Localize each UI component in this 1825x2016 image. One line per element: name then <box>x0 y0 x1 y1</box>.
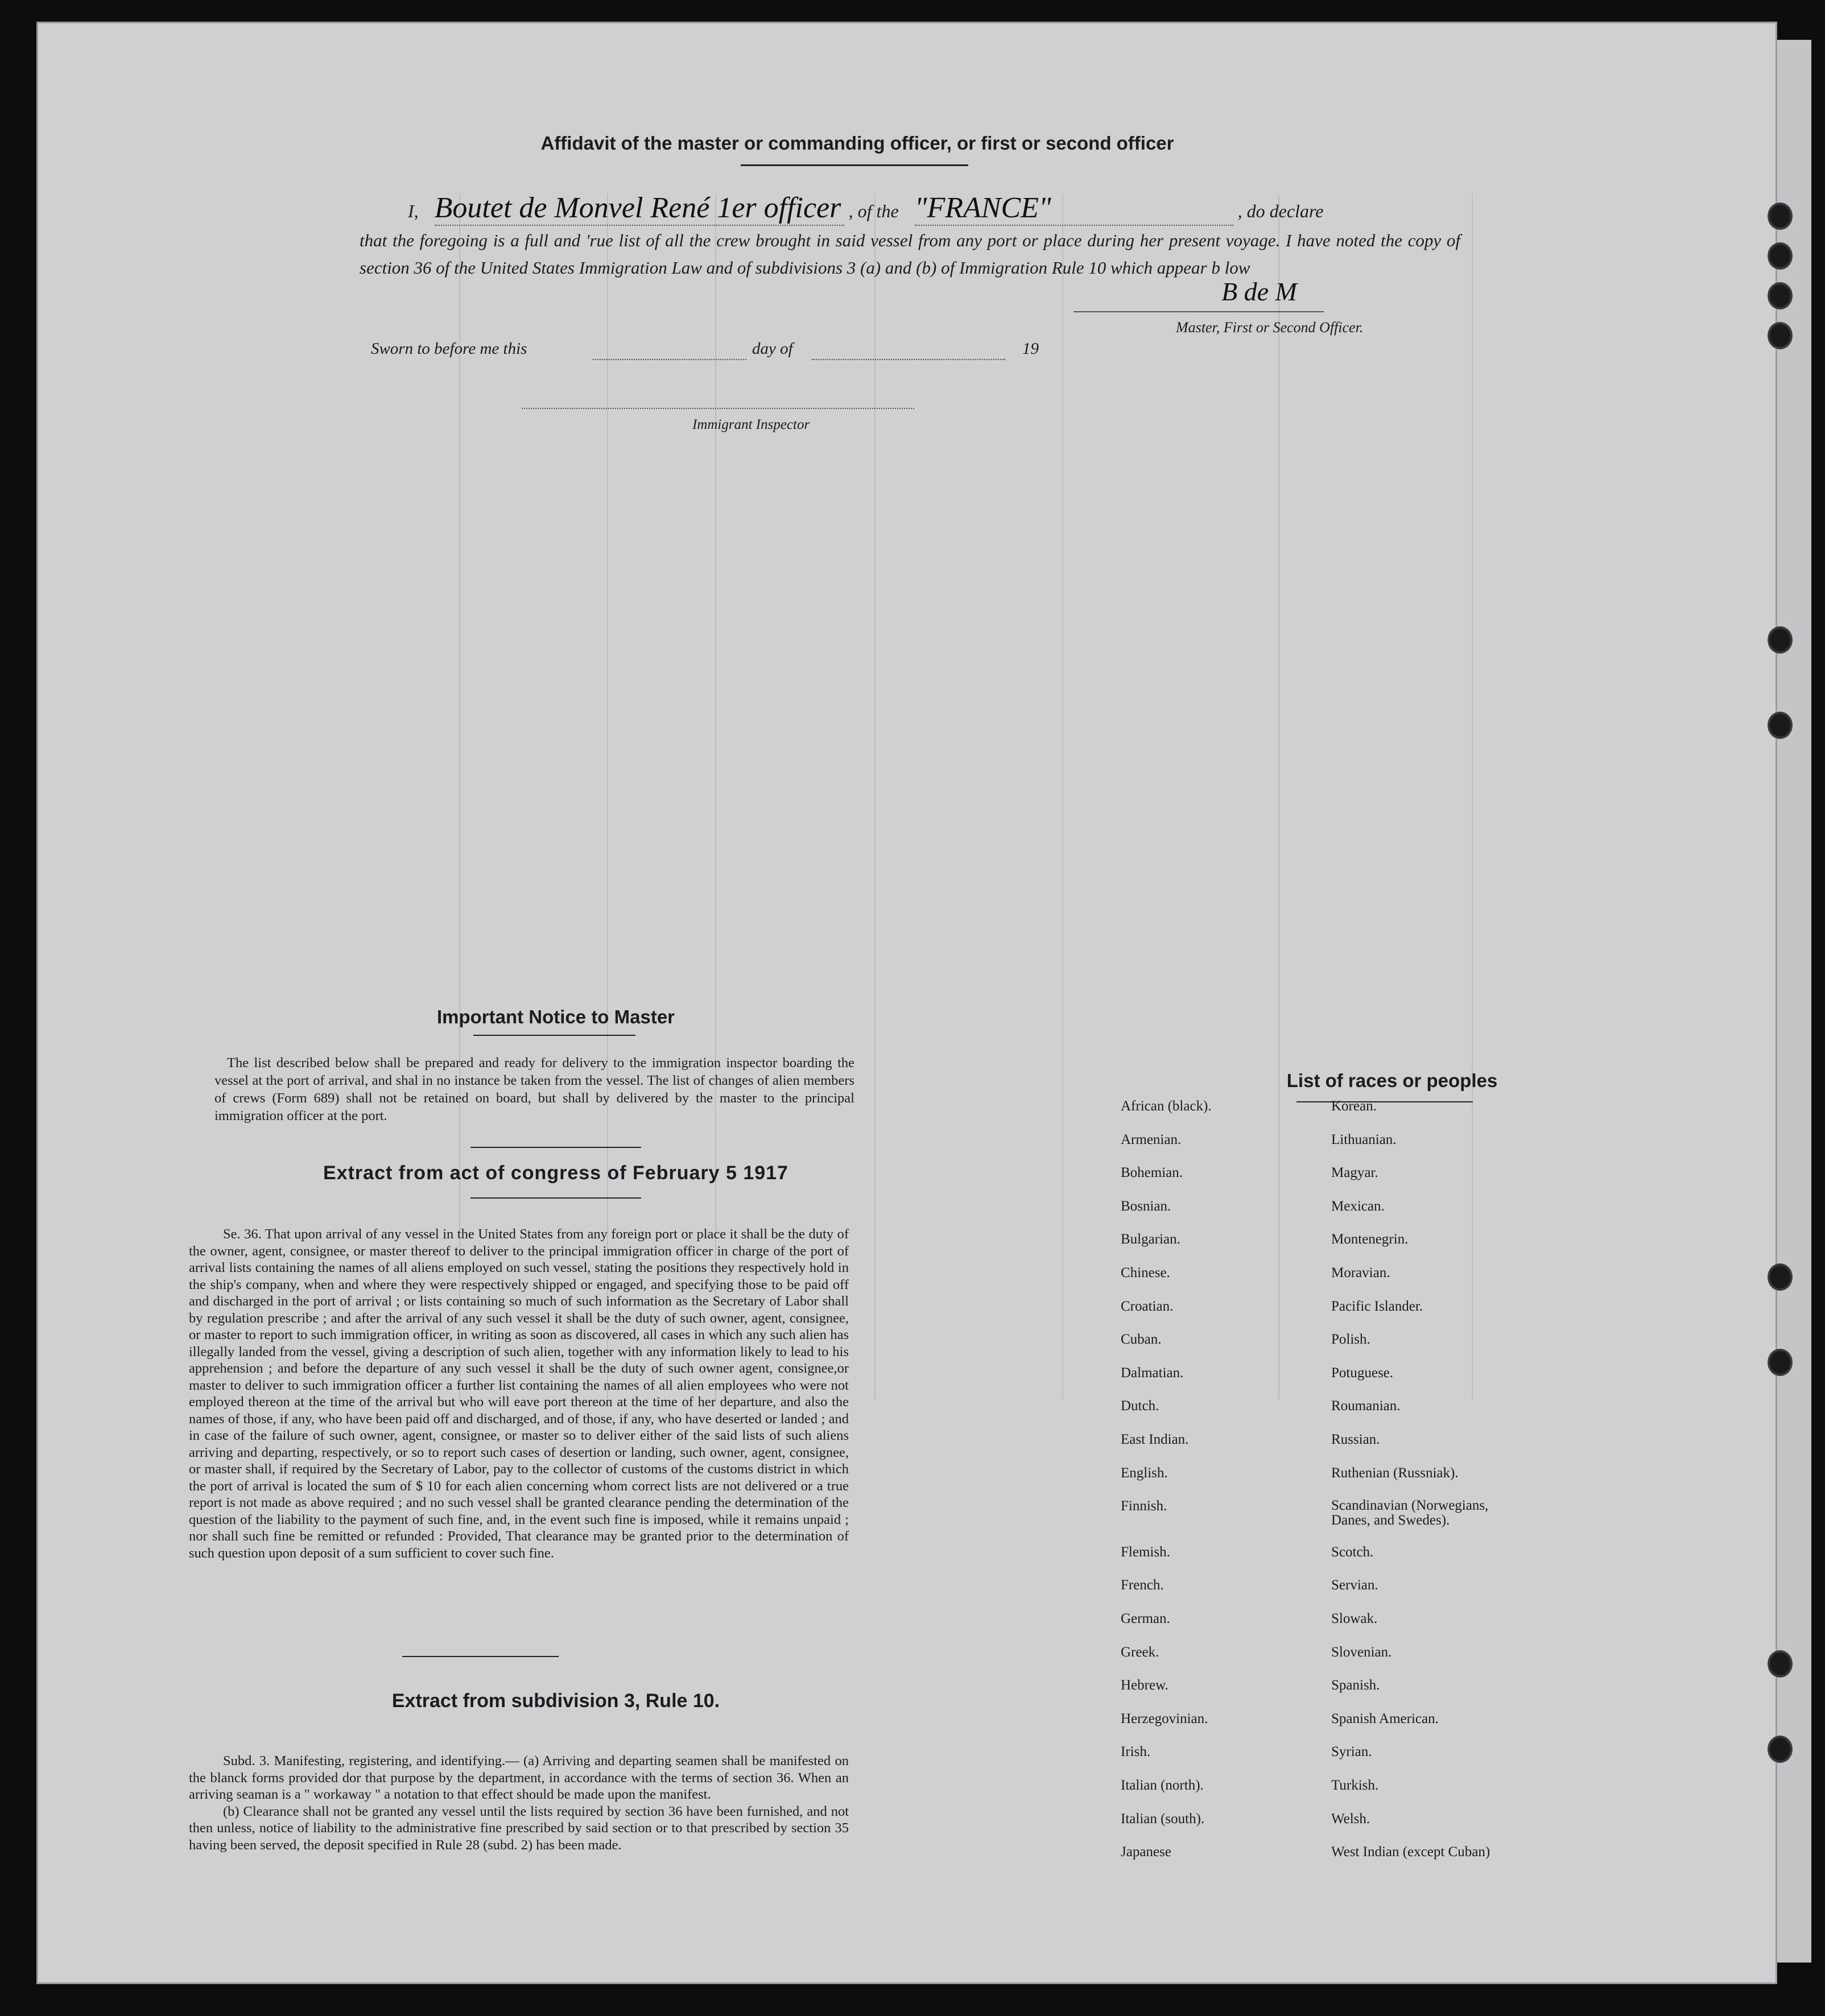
race-item: Dutch. <box>1121 1398 1159 1414</box>
race-item: Russian. <box>1331 1432 1380 1447</box>
race-item: Servian. <box>1331 1577 1378 1593</box>
race-item: German. <box>1121 1611 1170 1626</box>
punch-hole <box>1768 1349 1793 1376</box>
race-item: Moravian. <box>1331 1265 1390 1280</box>
race-item: Syrian. <box>1331 1744 1372 1760</box>
rule10-text <box>189 1753 849 1853</box>
punch-hole <box>1768 1263 1793 1291</box>
punch-hole <box>1768 282 1793 309</box>
race-item: Bosnian. <box>1121 1198 1171 1214</box>
officer-signature: B de M <box>1221 277 1297 306</box>
column-rule <box>715 194 716 1400</box>
punch-hole <box>1768 242 1793 270</box>
race-item: Turkish. <box>1331 1778 1379 1793</box>
race-item: Italian (north). <box>1121 1778 1204 1793</box>
race-item: Finnish. <box>1121 1498 1167 1514</box>
day-of-label: day of <box>752 340 793 358</box>
race-item: Mexican. <box>1331 1198 1385 1214</box>
column-rule <box>459 194 460 1400</box>
officer-name: Boutet de Monvel René 1er officer <box>435 191 844 226</box>
punch-hole <box>1768 203 1793 230</box>
vessel-name: "FRANCE" <box>915 191 1233 226</box>
race-item: African (black). <box>1121 1098 1212 1114</box>
races-underline <box>1297 1101 1473 1102</box>
column-rule <box>1472 194 1473 1400</box>
race-item: Flemish. <box>1121 1544 1170 1560</box>
race-item: Croatian. <box>1121 1298 1174 1314</box>
race-item: Hebrew. <box>1121 1678 1169 1693</box>
race-item: Slovenian. <box>1331 1644 1392 1660</box>
race-item: Welsh. <box>1331 1811 1370 1827</box>
notice-body: The list described below shall be prepared and ready for delivery to the immigration inspector boarding the vessel at the port of arrival, and shal in no instance be taken from the vessel. The list of changes of alien members of crews (Form 689) shall not be retained on board, but shall by delivered by the master to the principal immigration officer at the port. <box>214 1055 854 1123</box>
race-item: Irish. <box>1121 1744 1151 1760</box>
section-36-text: Se. 36. That upon arrival of any vessel in the United States from any foreign port or place it shall be the duty of the owner, agent, consignee, or master thereof to deliver to the principal immigration officer in charge of the port of arrival lists containing the names of all aliens employed on such vessel, stating the positions they respectively hold in the ship's company, when and where they were respectively shipped or engaged, and specifying those to be paid off and discharged in the port of arrival ; or lists containing so much of such information as the Secretary of Labor shall by regulation prescribe ; and after the arrival of any such vessel it shall be the duty of such owner, agent, consignee, or master to report to such immigration officer, in writing as soon as discovered, all cases in which any such alien has illegally landed from the vessel, giving a description of such alien, together with any information likely to lead to his apprehension ; and before the departure of any such vessel it shall be the duty of such owner agent, consignee,or master to deliver to such immigration officer a further list containing the names of all alien employees who were not employed thereon at the time of the arrival but who will eave port thereon at the time of her departure, and also the names of those, if any, who have been paid off and discharged, and of those, if any, who have deserted or landed ; and in case of the failure of such owner, agent, consignee, or master so to deliver either of the said lists of such aliens arriving and departing, respectively, or so to report such cases of desertion or landing, such owner, agent, consignee, or master shall, if required by the Secretary of Labor, pay to the collector of customs of the customs district in which the port of arrival is located the sum of $ 10 for each alien concerning whom correct lists are not delivered or a true report is not made as above required ; and no such vessel shall be granted clearance pending the determination of the question of the liability to the payment of such fine, and, in the event such fine is imposed, while it remains unpaid ; nor shall such fine be remitted or refunded : Provided, That clearance may be granted prior to the determination of such question upon deposit of a sum sufficient to cover such fine. <box>189 1226 849 1561</box>
punch-hole <box>1768 1650 1793 1678</box>
sworn-label: Sworn to before me this <box>371 340 527 358</box>
signature-line <box>1073 311 1324 312</box>
race-item: Dalmatian. <box>1121 1365 1184 1381</box>
punch-hole <box>1768 712 1793 739</box>
race-item: Cuban. <box>1121 1332 1162 1348</box>
pronoun: I, <box>408 201 419 221</box>
race-item: Magyar. <box>1331 1165 1378 1181</box>
race-item: Spanish American. <box>1331 1711 1439 1726</box>
race-item: English. <box>1121 1465 1168 1481</box>
column-rule <box>1278 194 1279 1400</box>
race-item: Lithuanian. <box>1331 1131 1397 1147</box>
race-item: Pacific Islander. <box>1331 1298 1423 1314</box>
races-title: List of races or peoples <box>1286 1070 1498 1091</box>
inspector-label: Immigrant Inspector <box>692 417 810 432</box>
act-underline <box>470 1197 641 1199</box>
race-item: Korean. <box>1331 1098 1377 1114</box>
column-rule <box>607 194 608 1400</box>
race-item: Polish. <box>1331 1332 1370 1348</box>
inspector-signature-line <box>522 408 914 409</box>
rule10-title: Extract from subdivision 3, Rule 10. <box>391 1690 720 1712</box>
do-declare-label: , do declare <box>1237 201 1324 221</box>
sworn-day-blank <box>593 359 746 360</box>
notice-underline <box>473 1035 635 1036</box>
race-item: Roumanian. <box>1331 1398 1401 1414</box>
column-rule <box>874 194 876 1400</box>
title-underline <box>741 164 968 166</box>
notice-title: Important Notice to Master <box>436 1006 675 1027</box>
race-item: French. <box>1121 1577 1164 1593</box>
divider <box>470 1147 641 1148</box>
affidavit-title: Affidavit of the master or commanding officer, or first or second officer <box>540 133 1174 154</box>
race-item: East Indian. <box>1121 1432 1189 1447</box>
punch-hole <box>1768 322 1793 349</box>
race-item: Greek. <box>1121 1644 1159 1660</box>
race-item: Bohemian. <box>1121 1165 1183 1181</box>
affidavit-declaration: that the foregoing is a full and 'rue list of all the crew brought in said vessel from any port or place during her present voyage. I have noted the copy of section 36 of the United States Immigration Law and of subdivisions 3 (a) and (b) of Immigration Rule 10 which appear b low <box>360 230 1460 278</box>
signer-title: Master, First or Second Officer. <box>1176 319 1364 336</box>
punch-hole <box>1768 1736 1793 1763</box>
rule10-para-a: Subd. 3. Manifesting, registering, and identifying.— (a) Arriving and departing seamen shall be manifested on the blanck forms provided dor that purpose by the department, in accordance with the terms of section 36. When an arriving seaman is a " workaway " a notation to that effect should be made upon the manifest. <box>189 1753 849 1802</box>
affidavit-name-line <box>408 191 1460 226</box>
race-item: Scandinavian (Norwegians, Danes, and Swedes). <box>1331 1498 1489 1528</box>
sworn-month-blank <box>812 359 1005 360</box>
race-item: Spanish. <box>1331 1678 1380 1693</box>
race-item: Scotch. <box>1331 1544 1374 1560</box>
form-page <box>36 22 1777 1984</box>
race-item: Bulgarian. <box>1121 1232 1180 1247</box>
year-label: 19 <box>1022 340 1039 358</box>
race-item: Italian (south). <box>1121 1811 1205 1827</box>
race-item: Montenegrin. <box>1331 1232 1409 1247</box>
race-item: Chinese. <box>1121 1265 1170 1280</box>
race-item: Herzegovinian. <box>1121 1711 1208 1726</box>
race-item: Ruthenian (Russniak). <box>1331 1465 1459 1481</box>
punch-hole <box>1768 626 1793 654</box>
rule10-para-b: (b) Clearance shall not be granted any vessel until the lists required by section 36 have been furnished, and not then unless, notice of liability to the administrative fine prescribed by said section or to that prescribed by section 35 having been served, the deposit specified in Rule 28 (subd. 2) has been made. <box>189 1803 849 1853</box>
of-the-label: , of the <box>848 201 899 221</box>
race-item: West Indian (except Cuban) <box>1331 1844 1490 1860</box>
race-item: Slowak. <box>1331 1611 1378 1626</box>
race-item: Potuguese. <box>1331 1365 1394 1381</box>
race-item: Armenian. <box>1121 1131 1182 1147</box>
act-title: Extract from act of congress of February 5 1917 <box>323 1162 788 1184</box>
race-item: Japanese <box>1121 1844 1171 1860</box>
divider <box>402 1656 559 1657</box>
column-rule <box>1062 194 1063 1400</box>
